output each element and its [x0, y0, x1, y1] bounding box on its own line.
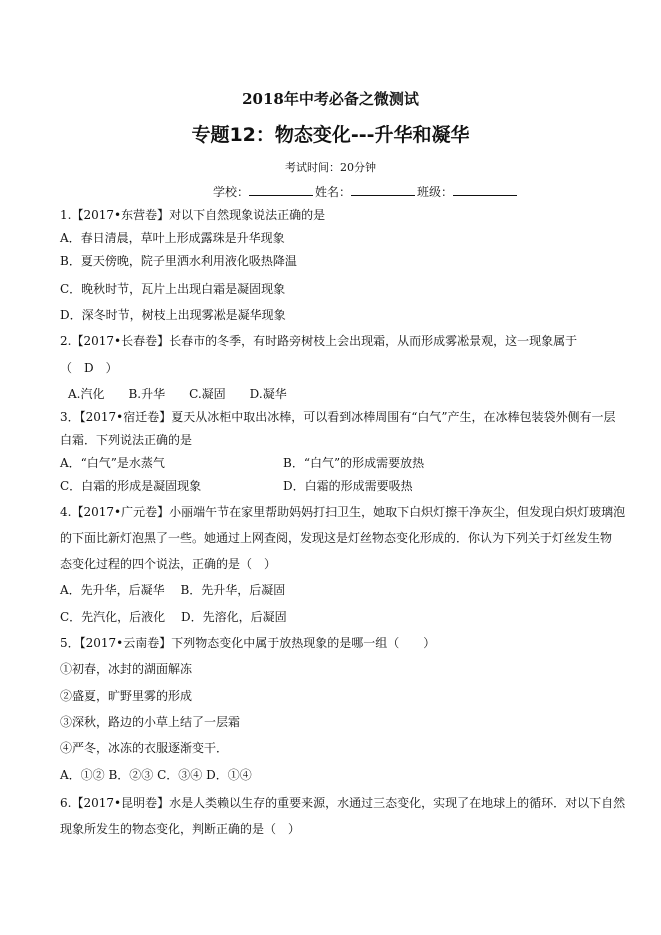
q5-item-4: ④严冬，冰冻的衣服逐渐变干．	[60, 741, 229, 755]
class-blank	[453, 184, 517, 196]
q3-option-c: C．白霜的形成是凝固现象	[60, 479, 202, 493]
name-label: 姓名：	[315, 185, 352, 199]
q6-stem-line1: 6.【2017•昆明卷】水是人类赖以生存的重要来源，水通过三态变化，实现了在地球上的循环．对以下自然	[60, 796, 626, 810]
q1-stem: 1.【2017•东营卷】对以下自然现象说法正确的是	[60, 208, 326, 222]
q3-option-b: B．“白气”的形成需要放热	[283, 456, 425, 470]
q5-item-2: ②盛夏，旷野里雾的形成	[60, 689, 193, 703]
q4-stem-line3: 态变化过程的四个说法，正确的是（ ）	[60, 557, 277, 571]
q1-option-b: B．夏天傍晚，院子里洒水利用液化吸热降温	[60, 254, 297, 268]
student-info-row	[213, 183, 519, 200]
q3-stem-line2: 白霜．下列说法正确的是	[60, 433, 193, 447]
q6-stem-line2: 现象所发生的物态变化，判断正确的是（ ）	[60, 822, 301, 836]
q2-options: A.汽化 B.升华 C.凝固 D.凝华	[68, 387, 287, 401]
q2-answer: （ D ）	[60, 361, 118, 375]
q4-options-cd: C．先汽化，后液化 D．先溶化，后凝固	[60, 610, 287, 624]
exam-title: 2018年中考必备之微测试	[242, 90, 419, 108]
q5-item-3: ③深秋，路边的小草上结了一层霜	[60, 715, 241, 729]
school-label: 学校：	[213, 185, 250, 199]
q1-option-c: C．晚秋时节，瓦片上出现白霜是凝固现象	[60, 282, 286, 296]
q3-option-d: D．白霜的形成需要吸热	[283, 479, 413, 493]
name-blank	[351, 184, 415, 196]
q4-stem-line2: 的下面比新灯泡黑了一些。她通过上网查阅，发现这是灯丝物态变化形成的．你认为下列关于灯丝发生物	[60, 531, 613, 545]
q1-option-a: A．春日清晨，草叶上形成露珠是升华现象	[60, 231, 285, 245]
q4-options-ab: A．先升华，后凝华 B．先升华，后凝固	[60, 583, 286, 597]
school-blank	[249, 184, 313, 196]
q4-stem-line1: 4.【2017•广元卷】小丽端午节在家里帮助妈妈打扫卫生，她取下白炽灯擦干净灰尘，但发现白炽灯玻璃泡	[60, 505, 626, 519]
exam-time: 考试时间：20分钟	[285, 161, 376, 174]
class-label: 班级：	[417, 185, 454, 199]
q1-option-d: D．深冬时节，树枝上出现雾凇是凝华现象	[60, 308, 286, 322]
q5-item-1: ①初春，冰封的湖面解冻	[60, 662, 193, 676]
q2-stem: 2.【2017•长春卷】长春市的冬季，有时路旁树枝上会出现霜，从而形成雾凇景观，这一现象属于	[60, 334, 578, 348]
topic-title: 专题12：物态变化---升华和凝华	[191, 124, 470, 146]
q3-option-a: A．“白气”是水蒸气	[60, 456, 165, 470]
q5-stem: 5．【2017•云南卷】下列物态变化中属于放热现象的是哪一组（ ）	[60, 636, 436, 650]
q3-stem-line1: 3．【2017•宿迁卷】夏天从冰柜中取出冰棒，可以看到冰棒周围有“白气”产生，在冰棒包装袋外侧有一层	[60, 410, 616, 424]
q5-options: A．①② B．②③ C．③④ D．①④	[60, 768, 252, 782]
